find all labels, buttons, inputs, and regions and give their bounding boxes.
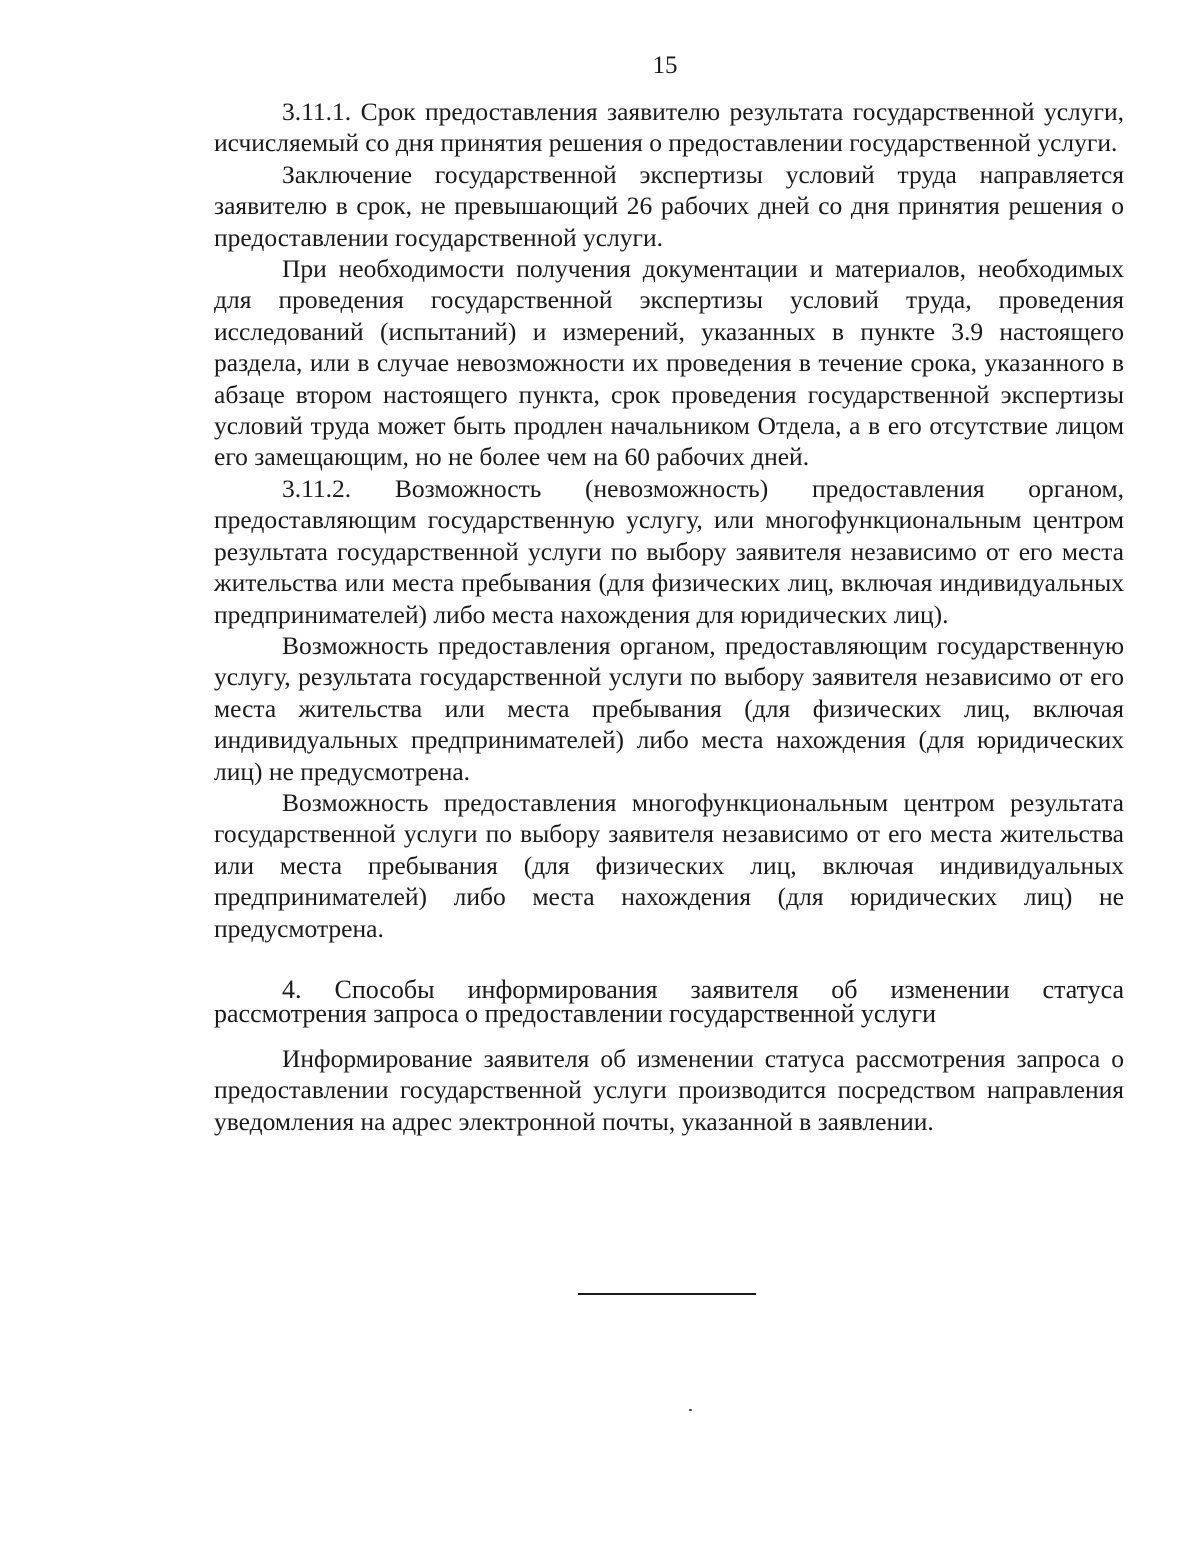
- page-number: 15: [652, 52, 678, 79]
- paragraph-expertise-conclusion: Заключение государственной экспертизы условий труда направляется заявителю в срок, не превышающий 26 рабочих дней со дня принятия решения о предоставлении государственной услуги.: [214, 159, 1124, 252]
- end-of-text-rule: [578, 1293, 756, 1295]
- paragraph-term-extension: При необходимости получения документации и материалов, необходимых для проведения государственной экспертизы условий труда, проведения исследований (испытаний) и измерений, указанных в пункте 3.9 настоящего раздела, или в случае невозможности их проведения в течение срока, указанного в абзаце втором настоящего пункта, срок проведения государственной экспертизы условий труда может быть продлен начальником Отдела, а в его отсутствие лицом его замещающим, но не более чем на 60 рабочих дней.: [214, 254, 1124, 472]
- document-body: [214, 96, 1124, 1137]
- scan-speck: [689, 1409, 692, 1411]
- paragraph-mfc-possibility: Возможность предоставления многофункциональным центром результата государственной услуги по выбору заявителя независимо от его места жительства или места пребывания (для физических лиц, включая индивидуальных предпринимателей) либо места нахождения (для юридических лиц) не предусмотрена.: [214, 787, 1124, 943]
- paragraph-3-11-2: 3.11.2. Возможность (невозможность) предоставления органом, предоставляющим государственную услугу, или многофункциональным центром результата государственной услуги по выбору заявителя независимо от его места жительства или места пребывания (для физических лиц, включая индивидуальных предпринимателей) либо места нахождения для юридических лиц).: [214, 473, 1124, 629]
- section-4-text: Информирование заявителя об изменении статуса рассмотрения запроса о предоставлении государственной услуги производится посредством направления уведомления на адрес электронной почты, указанной в заявлении.: [214, 1043, 1124, 1136]
- paragraph-3-11-1: 3.11.1. Срок предоставления заявителю результата государственной услуги, исчисляемый со дня принятия решения о предоставлении государственной услуги.: [214, 97, 1124, 158]
- section-4-heading: 4. Способы информирования заявителя об изменении статуса рассмотрения запроса о предоставлении государственной услуги: [214, 974, 1124, 1028]
- paragraph-organ-possibility: Возможность предоставления органом, предоставляющим государственную услугу, результата государственной услуги по выбору заявителя независимо от его места жительства или места пребывания (для физических лиц, включая индивидуальных предпринимателей) либо места нахождения (для юридических лиц) не предусмотрена.: [214, 630, 1124, 786]
